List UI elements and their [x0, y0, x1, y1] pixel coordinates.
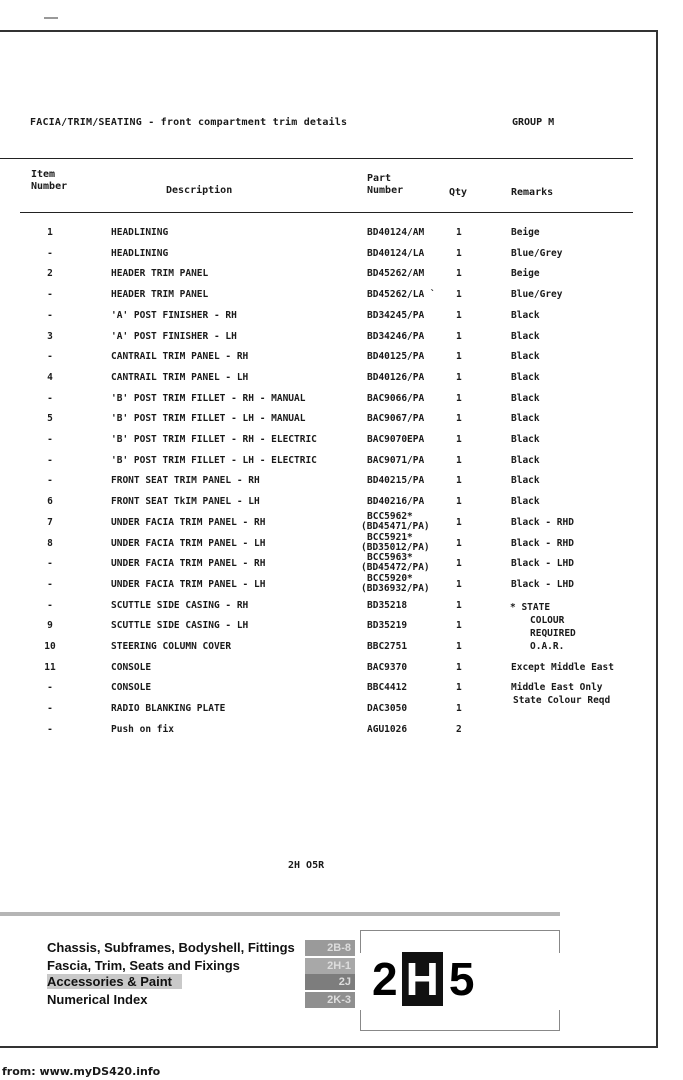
table-row: [0, 331, 658, 351]
item-number: 3: [47, 330, 53, 342]
remarks: Black - LHD: [511, 558, 574, 570]
quantity: 1: [456, 392, 462, 404]
item-number: 10: [44, 641, 56, 652]
quantity: 1: [456, 454, 462, 466]
item-number: -: [47, 247, 53, 259]
col-header-qty: Qty: [449, 187, 468, 198]
table-row: [0, 703, 658, 723]
quantity: 1: [456, 309, 462, 321]
item-description: CONSOLE: [111, 682, 152, 694]
star-note: [510, 601, 576, 653]
col-header-part: [367, 173, 403, 197]
item-number: -: [47, 578, 53, 590]
quantity: 1: [456, 516, 462, 528]
part-number-stack: [361, 553, 430, 573]
item-number: -: [47, 723, 53, 735]
table-row: [0, 434, 658, 454]
item-description: 'B' POST TRIM FILLET - LH - ELECTRIC: [111, 454, 317, 466]
quantity: 1: [456, 289, 462, 301]
part-number: BCC5962*: [367, 510, 413, 522]
part-number-stack: [361, 512, 430, 532]
tab-label-fascia[interactable]: Fascia, Trim, Seats and Fixings: [47, 958, 240, 973]
part-number-stack: [361, 533, 430, 553]
col-header-item: [31, 169, 67, 193]
item-description: Push on fix: [111, 723, 174, 735]
item-description: STEERING COLUMN COVER: [111, 641, 232, 652]
quantity: 1: [456, 682, 462, 694]
part-number: BAC9066/PA: [367, 392, 425, 404]
item-description: HEADLINING: [111, 227, 169, 238]
quantity: 1: [456, 558, 462, 570]
quantity: 1: [456, 227, 462, 238]
part-number: BCC5920*: [367, 572, 413, 584]
item-description: HEADLINING: [111, 247, 169, 259]
remarks: Black: [511, 475, 540, 487]
table-row: [0, 496, 658, 516]
remarks: Black: [511, 330, 540, 342]
item-number: -: [47, 309, 53, 321]
part-number: BAC9370: [367, 661, 408, 673]
item-number: -: [47, 703, 53, 715]
part-number-alt: (BD45471/PA): [361, 520, 430, 532]
table-row: [0, 268, 658, 288]
table-row: [0, 351, 658, 371]
quantity: 1: [456, 475, 462, 487]
col-header-description: Description: [166, 185, 233, 196]
part-number: BD40215/PA: [367, 475, 425, 487]
col-header-remarks: Remarks: [511, 187, 554, 198]
item-description: FRONT SEAT TkIM PANEL - LH: [111, 496, 260, 508]
col-header-part-line2: Number: [367, 185, 404, 196]
part-number: BD45262/LA `: [367, 289, 436, 301]
item-number: 8: [47, 537, 53, 549]
part-number: BAC9071/PA: [367, 454, 425, 466]
item-description: RADIO BLANKING PLATE: [111, 703, 226, 715]
table-row: [0, 413, 658, 433]
part-number-alt: (BD45472/PA): [361, 562, 430, 574]
quantity: 1: [456, 537, 462, 549]
part-number: BBC4412: [367, 682, 408, 694]
item-number: -: [47, 558, 53, 570]
item-number: -: [47, 289, 53, 301]
item-description: 'B' POST TRIM FILLET - RH - MANUAL: [111, 392, 306, 404]
remarks: Black: [511, 434, 540, 445]
page-title: FACIA/TRIM/SEATING - front compartment trim details: [30, 117, 348, 128]
part-number: BAC9070EPA: [367, 434, 425, 445]
quantity: 1: [456, 641, 462, 652]
part-number: BD40124/AM: [367, 227, 425, 238]
page-code: 2H O5R: [288, 860, 325, 871]
table-row: [0, 248, 658, 268]
remarks: Black: [511, 351, 540, 363]
table-row: [0, 372, 658, 392]
item-description: UNDER FACIA TRIM PANEL - LH: [111, 537, 266, 549]
quantity: 1: [456, 599, 462, 611]
item-number: 2: [47, 268, 53, 280]
part-number: BD35218: [367, 599, 408, 611]
item-description: 'B' POST TRIM FILLET - RH - ELECTRIC: [111, 434, 317, 445]
table-row: [0, 724, 658, 744]
part-number-alt: (BD36932/PA): [361, 582, 430, 594]
table-row: [0, 662, 658, 682]
remarks: Black - LHD: [511, 578, 574, 590]
item-number: -: [47, 392, 53, 404]
part-number-stack: [361, 574, 430, 594]
table-row: [0, 227, 658, 247]
item-description: 'B' POST TRIM FILLET - LH - MANUAL: [111, 413, 306, 425]
quantity: 1: [456, 661, 462, 673]
item-description: FRONT SEAT TRIM PANEL - RH: [111, 475, 260, 487]
remarks: Beige: [511, 268, 540, 280]
col-header-item-line2: Number: [31, 181, 68, 192]
item-description: UNDER FACIA TRIM PANEL - RH: [111, 558, 266, 570]
item-number: -: [47, 351, 53, 363]
tab-label-accessories[interactable]: Accessories & Paint: [47, 974, 182, 989]
item-description: UNDER FACIA TRIM PANEL - LH: [111, 578, 266, 590]
table-row: [0, 552, 658, 578]
tab-code-fascia: 2H-1: [305, 958, 355, 974]
quantity: 2: [456, 723, 462, 735]
table-row: [0, 455, 658, 475]
part-number: BBC2751: [367, 641, 408, 652]
item-description: CANTRAIL TRIM PANEL - RH: [111, 351, 249, 363]
table-row: [0, 393, 658, 413]
remarks: Black: [511, 392, 540, 404]
remarks: Except Middle East: [511, 661, 614, 673]
part-number: AGU1026: [367, 723, 408, 735]
star-note-line3: REQUIRED: [530, 628, 576, 639]
tab-label-index[interactable]: Numerical Index: [47, 992, 148, 1007]
part-number: BCC5963*: [367, 552, 413, 564]
part-number: BD40126/PA: [367, 371, 425, 383]
scan-mark: [44, 17, 58, 19]
star-note-line2: COLOUR: [530, 615, 565, 626]
part-number: BAC9067/PA: [367, 413, 425, 425]
table-row: [0, 531, 658, 558]
item-number: 1: [47, 227, 53, 238]
item-number: -: [47, 434, 53, 445]
item-description: UNDER FACIA TRIM PANEL - RH: [111, 516, 266, 528]
item-number: 9: [47, 620, 53, 632]
col-header-item-line1: Item: [31, 169, 56, 180]
col-header-part-line1: Part: [367, 173, 392, 184]
remarks: Black: [511, 496, 540, 508]
item-description: SCUTTLE SIDE CASING - LH: [111, 620, 249, 632]
item-description: CONSOLE: [111, 661, 152, 673]
section-code-char-3: 5: [448, 953, 475, 1005]
tab-frame-bottom: [360, 1010, 560, 1031]
item-description: HEADER TRIM PANEL: [111, 289, 209, 301]
tab-code-accessories: 2J: [305, 974, 355, 990]
item-number: 11: [44, 661, 56, 673]
section-code-badge: [368, 948, 528, 1010]
section-code-char-1: 2: [372, 953, 398, 1005]
item-number: 5: [47, 413, 53, 425]
header-bottom-rule: [20, 212, 633, 213]
table-row: [0, 475, 658, 495]
header-top-rule: [0, 158, 633, 159]
part-number: BD35219: [367, 620, 408, 632]
part-number-alt: (BD35012/PA): [361, 541, 430, 553]
remarks: Black: [511, 309, 540, 321]
quantity: 1: [456, 620, 462, 632]
quantity: 1: [456, 413, 462, 425]
star-note-line1: * STATE: [510, 602, 551, 613]
remarks: Black - RHD: [511, 537, 574, 549]
quantity: 1: [456, 351, 462, 363]
item-number: -: [47, 475, 53, 487]
table-row: [0, 310, 658, 330]
remarks: Middle East Only: [511, 682, 603, 694]
table-row: [0, 572, 658, 599]
source-credit: from: www.myDS420.info: [2, 1065, 161, 1078]
part-number: DAC3050: [367, 703, 408, 715]
section-index-tabs: [0, 910, 560, 1040]
part-number: BD34245/PA: [367, 309, 425, 321]
item-number: 7: [47, 516, 53, 528]
quantity: 1: [456, 703, 462, 715]
quantity: 1: [456, 330, 462, 342]
part-number: BD34246/PA: [367, 330, 425, 342]
tab-code-index: 2K-3: [305, 992, 355, 1008]
part-number: BCC5921*: [367, 531, 413, 543]
remarks: Blue/Grey: [511, 247, 563, 259]
part-number: BD40125/PA: [367, 351, 425, 363]
remarks: Black: [511, 413, 540, 425]
item-number: -: [47, 599, 53, 611]
quantity: 1: [456, 496, 462, 508]
item-description: 'A' POST FINISHER - RH: [111, 309, 237, 321]
tab-label-chassis[interactable]: Chassis, Subframes, Bodyshell, Fittings: [47, 940, 295, 955]
part-number: BD40216/PA: [367, 496, 425, 508]
part-number: BD45262/AM: [367, 268, 425, 280]
remarks: Beige: [511, 227, 540, 238]
remark-state-colour: State Colour Reqd: [513, 695, 611, 706]
table-row: [0, 289, 658, 309]
item-description: CANTRAIL TRIM PANEL - LH: [111, 371, 249, 383]
part-number: BD40124/LA: [367, 247, 425, 259]
quantity: 1: [456, 578, 462, 590]
star-note-line4: O.A.R.: [530, 641, 565, 652]
quantity: 1: [456, 268, 462, 280]
remarks: Black: [511, 371, 540, 383]
remarks: Black: [511, 454, 540, 466]
item-description: HEADER TRIM PANEL: [111, 268, 209, 280]
quantity: 1: [456, 434, 462, 445]
remarks: Blue/Grey: [511, 289, 563, 301]
item-description: SCUTTLE SIDE CASING - RH: [111, 599, 249, 611]
item-number: 4: [47, 371, 53, 383]
quantity: 1: [456, 247, 462, 259]
item-number: 6: [47, 496, 53, 508]
item-number: -: [47, 454, 53, 466]
remarks: Black - RHD: [511, 516, 574, 528]
item-description: 'A' POST FINISHER - LH: [111, 330, 237, 342]
section-code-char-2: H: [402, 952, 443, 1006]
quantity: 1: [456, 371, 462, 383]
table-row: [0, 510, 658, 537]
item-number: -: [47, 682, 53, 694]
tab-code-chassis: 2B-8: [305, 940, 355, 956]
tab-divider: [0, 912, 560, 916]
group-label: GROUP M: [512, 117, 555, 128]
